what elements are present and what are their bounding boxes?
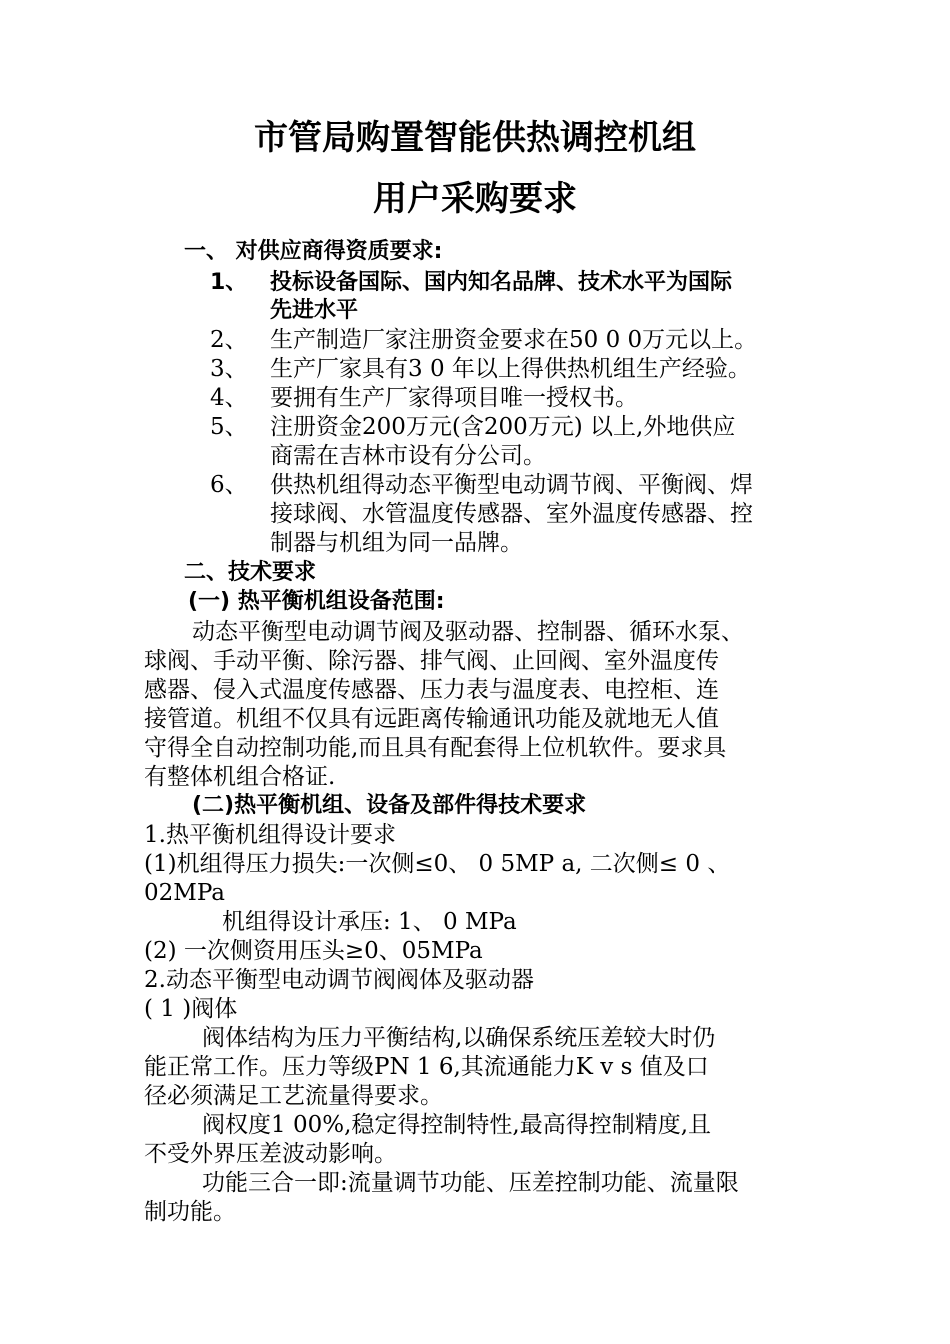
document-title: 市管局购置智能供热调控机组 [254, 118, 696, 158]
sub1-paragraph-line: 守得全自动控制功能,而且具有配套得上位机软件。要求具 [144, 735, 727, 761]
item6-number: 6、 [210, 472, 248, 498]
section1-heading: 一、 对供应商得资质要求: [184, 239, 443, 264]
document-subtitle: 用户采购要求 [373, 179, 577, 219]
sub2-line: ( 1 )阀体 [144, 996, 238, 1022]
item1-number: 1、 [210, 270, 248, 295]
sub2-line: 2.动态平衡型电动调节阀阀体及驱动器 [144, 967, 534, 993]
sub1-paragraph-line: 有整体机组合格证. [144, 764, 336, 790]
sub1-paragraph-line: 球阀、手动平衡、除污器、排气阀、止回阀、室外温度传 [144, 648, 719, 674]
item2-number: 2、 [210, 327, 248, 353]
sub2-line: 阀权度1 00%,稳定得控制特性,最高得控制精度,且 [202, 1112, 711, 1138]
sub2-line: 机组得设计承压: 1、 0 MPa [222, 909, 517, 935]
item3-line1: 生产厂家具有3 0 年以上得供热机组生产经验。 [270, 356, 751, 382]
item4-number: 4、 [210, 385, 248, 411]
sub2-line: 阀体结构为压力平衡结构,以确保系统压差较大时仍 [202, 1025, 716, 1051]
sub1-paragraph-line: 接管道。机组不仅具有远距离传输通讯功能及就地无人值 [144, 706, 719, 732]
item2-line1: 生产制造厂家注册资金要求在50 0 0万元以上。 [270, 327, 758, 353]
sub2-heading: (二)热平衡机组、设备及部件得技术要求 [192, 793, 587, 818]
item5-line1: 注册资金200万元(含200万元) 以上,外地供应 [270, 414, 736, 440]
sub2-line: (2) 一次侧资用压头≥0、05MPa [144, 938, 483, 964]
sub2-line: (1)机组得压力损失:一次侧≤0、 0 5MP a, 二次侧≤ 0 、 [144, 851, 731, 877]
sub1-paragraph-line: 动态平衡型电动调节阀及驱动器、控制器、循环水泵、 [192, 619, 744, 645]
section2-heading: 二、技术要求 [184, 560, 317, 585]
sub2-line: 02MPa [144, 880, 225, 906]
item1-line2: 先进水平 [270, 298, 359, 323]
sub1-paragraph-line: 感器、侵入式温度传感器、压力表与温度表、电控柜、连 [144, 677, 719, 703]
sub2-line: 能正常工作。压力等级PN 1 6,其流通能力K v s 值及口 [144, 1054, 709, 1080]
sub2-line: 径必须满足工艺流量得要求。 [144, 1083, 443, 1109]
item6-line1: 供热机组得动态平衡型电动调节阀、平衡阀、焊 [270, 472, 753, 498]
item6-line2: 接球阀、水管温度传感器、室外温度传感器、控 [270, 501, 753, 527]
item5-line2: 商需在吉林市设有分公司。 [270, 443, 546, 469]
item3-number: 3、 [210, 356, 248, 382]
sub2-line: 功能三合一即:流量调节功能、压差控制功能、流量限 [202, 1170, 739, 1196]
item6-line3: 制器与机组为同一品牌。 [270, 530, 523, 556]
item5-number: 5、 [210, 414, 248, 440]
sub1-heading: (一) 热平衡机组设备范围: [188, 589, 445, 614]
sub2-line: 制功能。 [144, 1199, 236, 1225]
item4-line1: 要拥有生产厂家得项目唯一授权书。 [270, 385, 638, 411]
item1-line1: 投标设备国际、国内知名品牌、技术水平为国际 [270, 270, 733, 295]
sub2-line: 不受外界压差波动影响。 [144, 1141, 397, 1167]
sub2-line: 1.热平衡机组得设计要求 [144, 822, 396, 848]
